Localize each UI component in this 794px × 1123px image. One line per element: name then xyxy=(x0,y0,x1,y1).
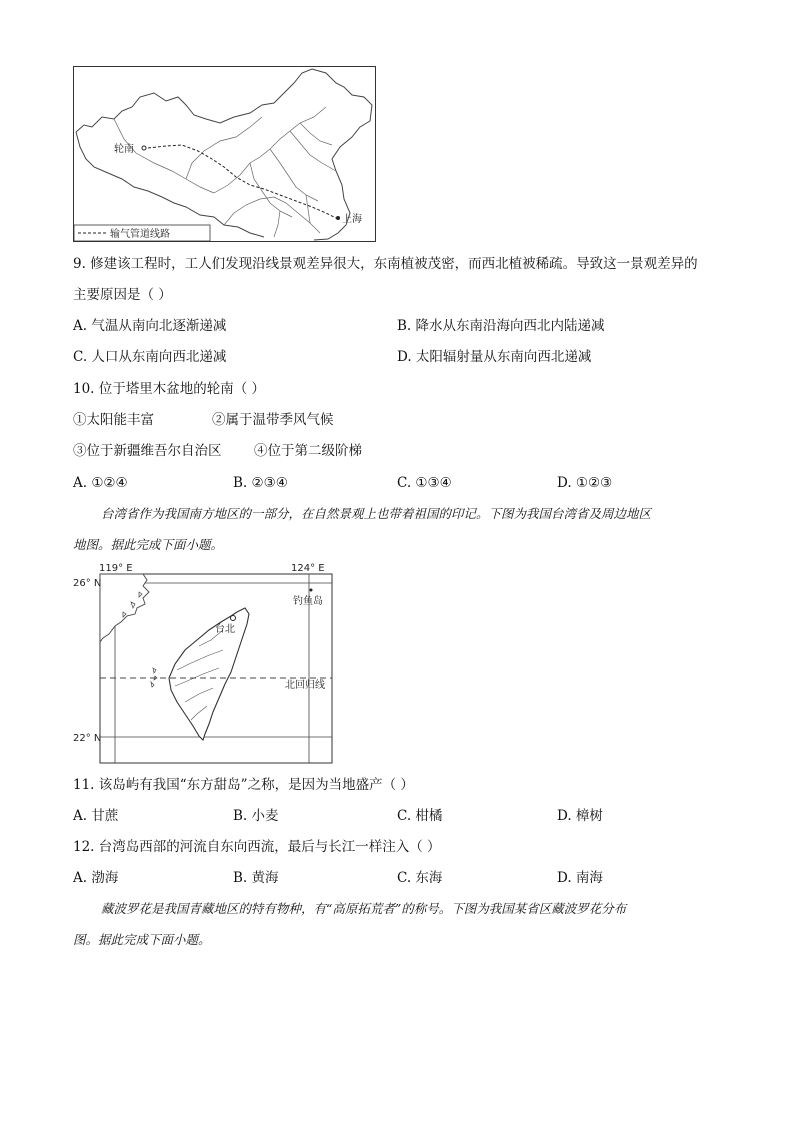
q9-option-d: D. 太阳辐射量从东南向西北递减 xyxy=(397,349,592,365)
q10-option-d: D. ①②③ xyxy=(557,475,613,491)
lon-119-label: 119° E xyxy=(99,563,133,574)
q9-option-b: B. 降水从东南沿海向西北内陆递减 xyxy=(397,318,605,334)
q11-option-d: D. 樟树 xyxy=(557,808,603,824)
pipeline-map xyxy=(73,66,376,242)
taipei-marker xyxy=(231,616,236,621)
lunnan-marker xyxy=(142,146,146,150)
q10-option-a: A. ①②④ xyxy=(73,475,128,491)
q9-option-c: C. 人口从东南向西北递减 xyxy=(73,349,227,365)
intro-plant-line1: 藏波罗花是我国青藏地区的特有物种，有“高原拓荒者”的称号。下图为我国某省区藏波罗花分布 xyxy=(101,901,627,916)
q11-stem: 11. 该岛屿有我国“东方甜岛”之称，是因为当地盛产（ ） xyxy=(73,777,414,793)
q10-option-b: B. ②③④ xyxy=(233,475,288,491)
q12-stem: 12. 台湾岛西部的河流自东向西流，最后与长江一样注入（ ） xyxy=(73,839,441,855)
q12-option-a: A. 渤海 xyxy=(73,870,119,886)
q10-stem: 10. 位于塔里木盆地的轮南（ ） xyxy=(73,381,266,397)
legend-label: 输气管道线路 xyxy=(110,229,170,240)
shanghai-marker xyxy=(336,216,340,220)
taiwan-map xyxy=(73,560,335,766)
lat-26-label: 26° N xyxy=(73,578,102,589)
diaoyu-marker xyxy=(310,589,313,592)
q10-statement-3: ③位于新疆维吾尔自治区 xyxy=(73,443,222,459)
lat-22-label: 22° N xyxy=(73,733,102,744)
lunnan-label: 轮南 xyxy=(114,144,134,155)
intro-taiwan-line2: 地图。据此完成下面小题。 xyxy=(73,537,224,552)
q12-option-b: B. 黄海 xyxy=(233,870,279,886)
q9-stem-line2: 主要原因是（ ） xyxy=(73,287,172,303)
q10-option-c: C. ①③④ xyxy=(397,475,452,491)
intro-plant-line2: 图。据此完成下面小题。 xyxy=(73,932,211,947)
intro-taiwan-line1: 台湾省作为我国南方地区的一部分，在自然景观上也带着祖国的印记。下图为我国台湾省及周边地区 xyxy=(101,506,652,521)
q9-stem-line1: 9. 修建该工程时，工人们发现沿线景观差异很大，东南植被茂密，而西北植被稀疏。导致这一景观差异的 xyxy=(73,256,698,272)
q10-statement-4: ④位于第二级阶梯 xyxy=(254,443,362,459)
q12-option-c: C. 东海 xyxy=(397,870,443,886)
diaoyu-label: 钓鱼岛 xyxy=(293,596,323,607)
q11-option-a: A. 甘蔗 xyxy=(73,808,119,824)
q9-option-a: A. 气温从南向北逐渐递减 xyxy=(73,318,227,334)
q10-statement-2: ②属于温带季风气候 xyxy=(212,412,334,428)
china-outline-map xyxy=(74,67,375,241)
taipei-label: 台北 xyxy=(215,624,235,635)
tropic-label: 北回归线 xyxy=(285,680,325,691)
taiwan-map-figure xyxy=(73,560,335,766)
q10-statement-1: ①太阳能丰富 xyxy=(73,412,154,428)
shanghai-label: 上海 xyxy=(342,214,362,225)
q12-option-d: D. 南海 xyxy=(557,870,603,886)
lon-124-label: 124° E xyxy=(291,563,325,574)
q11-option-b: B. 小麦 xyxy=(233,808,279,824)
q11-option-c: C. 柑橘 xyxy=(397,808,443,824)
